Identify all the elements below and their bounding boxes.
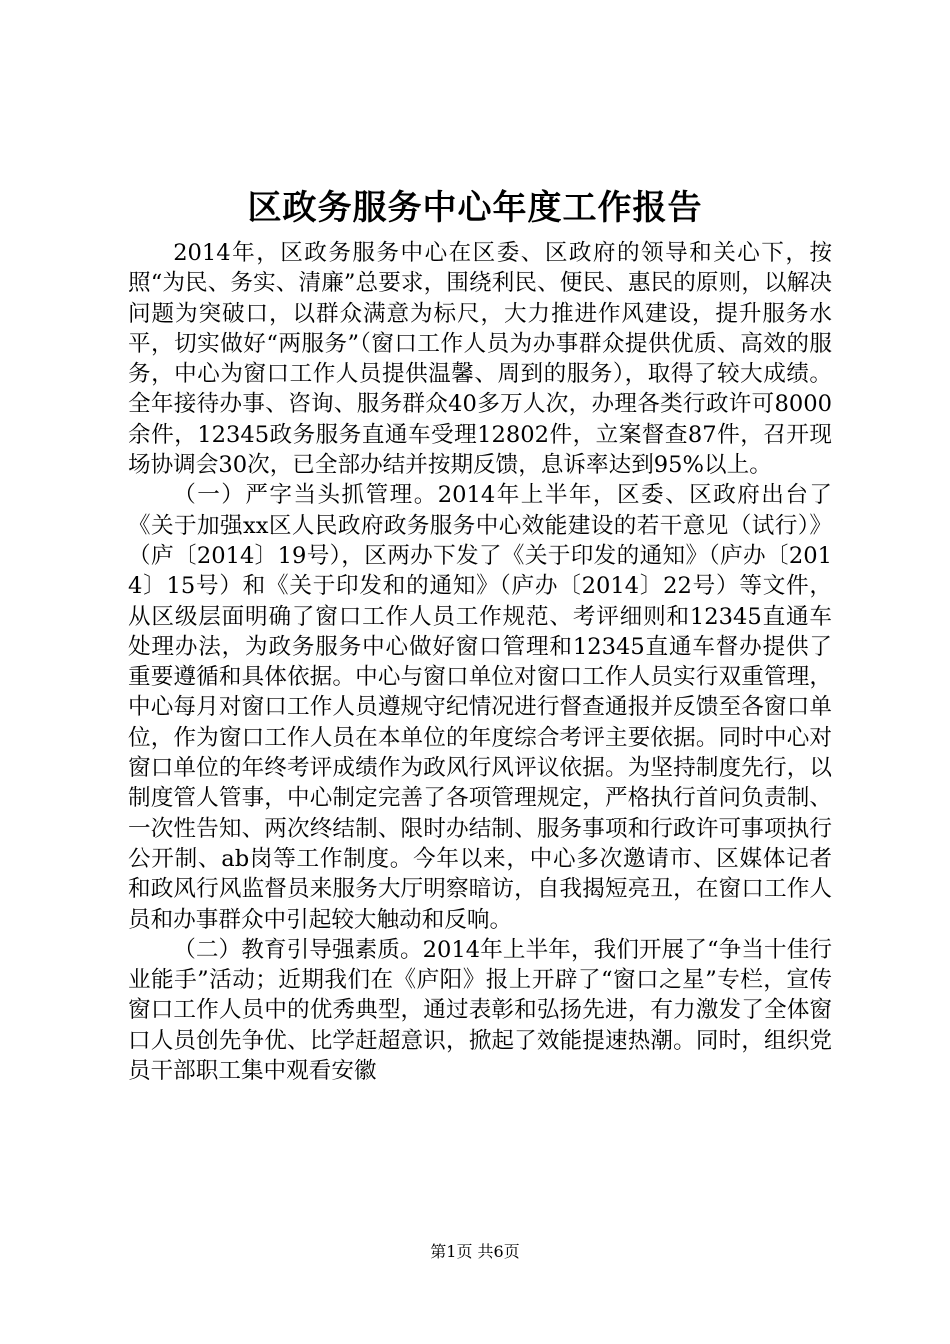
paragraph-section-1: （一）严字当头抓管理。2014年上半年，区委、区政府出台了《关于加强xx区人民政府政务服务中心效能建设的若干意见（试行）》（庐〔2014〕19号），区两办下发了《关于印发的通知》（庐办〔2014〕15号）和《关于印发和的通知》（庐办〔2014〕22号）等文件，从区级层面明确了窗口工作人员工作规范、考评细则和12345直通车处理办法，为政务服务中心做好窗口管理和12345直通车督办提供了重要遵循和具体依据。中心与窗口单位对窗口工作人员实行双重管理，中心每月对窗口工作人员遵规守纪情况进行督查通报并反馈至各窗口单位，作为窗口工作人员在本单位的年度综合考评主要依据。同时中心对窗口单位的年终考评成绩作为政风行风评议依据。为坚持制度先行，以制度管人管事，中心制定完善了各项管理规定，严格执行首问负责制、一次性告知、两次终结制、限时办结制、服务事项和行政许可事项执行公开制、ab岗等工作制度。今年以来，中心多次邀请市、区媒体记者和政风行风监督员来服务大厅明察暗访，自我揭短亮丑，在窗口工作人员和办事群众中引起较大触动和反响。 [128, 482, 832, 933]
paragraph-section-2: （二）教育引导强素质。2014年上半年，我们开展了“争当十佳行业能手”活动；近期我们在《庐阳》报上开辟了“窗口之星”专栏，宣传窗口工作人员中的优秀典型，通过表彰和弘扬先进，有力激发了全体窗口人员创先争优、比学赶超意识，掀起了效能提速热潮。同时，组织党员干部职工集中观看安徽 [128, 936, 832, 1085]
document-title: 区政务服务中心年度工作报告 [247, 188, 703, 228]
page-number-footer: 第1页 共6页 [430, 1242, 520, 1261]
document-body [128, 238, 832, 1086]
paragraph-intro: 2014年，区政务服务中心在区委、区政府的领导和关心下，按照“为民、务实、清廉”总要求，围绕利民、便民、惠民的原则，以解决问题为突破口，以群众满意为标尺，大力推进作风建设，提升服务水平，切实做好“两服务”（窗口工作人员为办事群众提供优质、高效的服务，中心为窗口工作人员提供温馨、周到的服务），取得了较大成绩。全年接待办事、咨询、服务群众40多万人次，办理各类行政许可8000余件，12345政务服务直通车受理12802件，立案督查87件，召开现场协调会30次，已全部办结并按期反馈，息诉率达到95%以上。 [128, 240, 832, 479]
